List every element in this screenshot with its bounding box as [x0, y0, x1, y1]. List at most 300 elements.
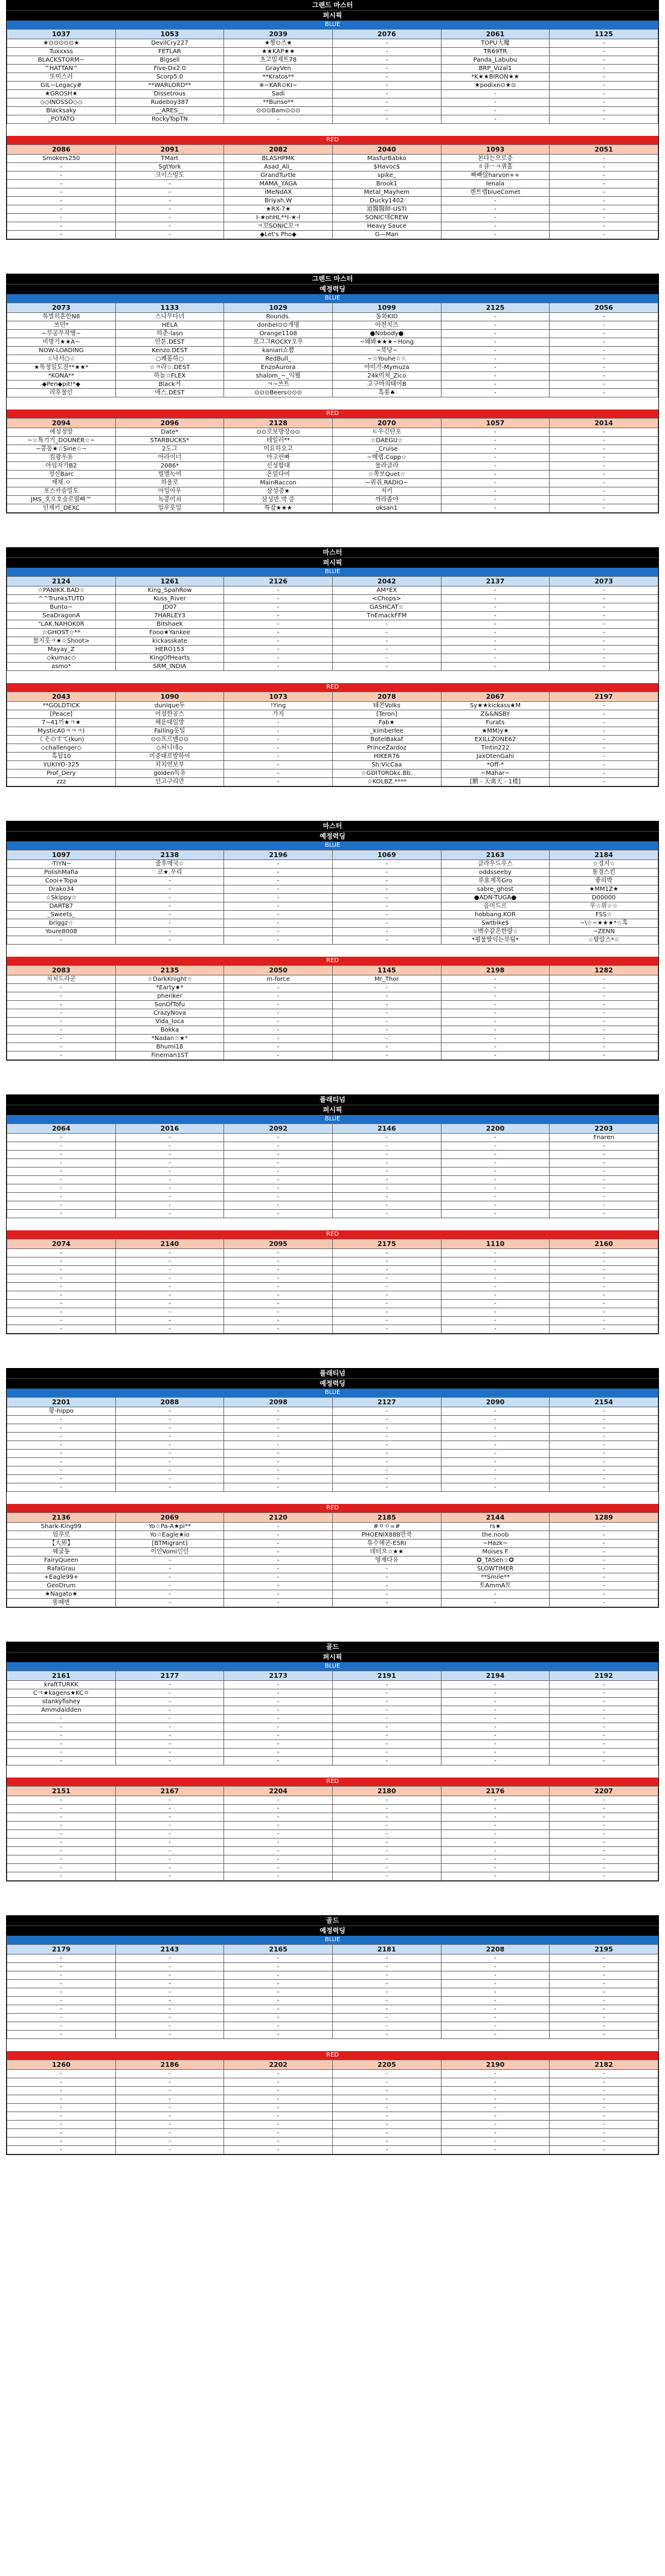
player-cell: -: [550, 98, 658, 107]
table-row: [7, 1257, 658, 1266]
player-cell: -: [332, 2129, 441, 2138]
score-row: [7, 1513, 658, 1523]
player-cell: -: [7, 1483, 116, 1492]
table-row: [7, 1317, 658, 1325]
player-cell: -: [550, 2112, 658, 2121]
player-cell: -: [550, 1249, 658, 1257]
player-cell: ★특정일도전**★★*: [7, 364, 116, 372]
player-cell: 안톤.DEST: [115, 338, 224, 347]
player-cell: -: [550, 637, 658, 646]
player-cell: -: [441, 2031, 550, 2039]
player-cell: -: [441, 1458, 550, 1466]
player-cell: ☆Skippy☆: [7, 894, 116, 902]
blue-team-header: BLUE: [7, 568, 658, 576]
player-cell: -: [7, 2104, 116, 2112]
table-row: [7, 744, 658, 753]
player-cell: ◇◇INOSSO◇◇: [7, 98, 116, 107]
player-cell: zzz: [7, 778, 116, 786]
tier-panel: [6, 0, 659, 240]
player-cell: -: [332, 1325, 441, 1334]
player-cell: ☆DAEGU☆: [332, 437, 441, 445]
player-cell: -: [224, 2129, 333, 2138]
player-cell: -: [7, 1317, 116, 1325]
player-cell: Bunto~: [7, 603, 116, 612]
player-cell: 저키: [332, 487, 441, 496]
table-row: [7, 1018, 658, 1026]
score-cell: 2086: [7, 145, 116, 155]
player-cell: 정신Barc: [7, 471, 116, 479]
player-cell: -: [224, 629, 333, 637]
player-cell: -: [332, 1599, 441, 1607]
score-cell: 2042: [332, 577, 441, 586]
table-row: [7, 1176, 658, 1184]
region-title: 예정력딩: [7, 284, 658, 294]
player-cell: -: [441, 2078, 550, 2087]
player-cell: _kimberlee: [332, 727, 441, 736]
player-cell: -: [115, 1813, 224, 1822]
player-cell: the.noob: [441, 1531, 550, 1540]
player-cell: -: [332, 1151, 441, 1159]
region-title: 퍼시픽: [7, 1652, 658, 1662]
player-cell: -: [115, 2146, 224, 2154]
player-cell: Dissetrous: [115, 90, 224, 98]
player-cell: -: [224, 1001, 333, 1009]
player-cell: Bitshaek: [115, 620, 224, 629]
player-cell: -: [7, 1009, 116, 1018]
score-cell: 2126: [224, 577, 333, 586]
table-row: [7, 1864, 658, 1872]
player-cell: -: [332, 984, 441, 992]
table-row: [7, 1732, 658, 1740]
player-cell: -: [332, 1134, 441, 1142]
player-cell: -: [224, 1847, 333, 1855]
player-cell: -: [224, 911, 333, 919]
score-cell: 2176: [441, 1787, 550, 1796]
player-cell: -: [115, 1963, 224, 1971]
player-cell: *KONA**: [7, 372, 116, 381]
player-cell: ◆Let's Pho◆: [224, 231, 333, 239]
player-cell: -: [550, 504, 658, 513]
player-cell: -: [550, 1424, 658, 1433]
player-cell: KingOfHearts: [115, 654, 224, 663]
player-cell: -: [441, 471, 550, 479]
player-cell: -: [441, 1723, 550, 1732]
player-cell: -: [224, 2014, 333, 2022]
player-cell: 영재다유: [332, 1556, 441, 1565]
player-cell: -: [7, 1450, 116, 1458]
player-cell: -: [224, 1458, 333, 1466]
player-cell: -: [550, 992, 658, 1001]
player-cell: -: [441, 1035, 550, 1043]
player-cell: -: [550, 1043, 658, 1052]
table-row: [7, 1805, 658, 1813]
score-cell: 2056: [550, 303, 658, 313]
player-cell: -: [550, 39, 658, 48]
player-cell: Tintin222: [441, 744, 550, 753]
player-cell: -: [332, 2014, 441, 2022]
player-cell: -: [441, 1466, 550, 1475]
player-cell: 로그그ROCKY오우: [224, 338, 333, 347]
tier-panel: [6, 1642, 659, 1881]
blue-team-header: BLUE: [7, 21, 658, 29]
table-row: [7, 646, 658, 654]
player-cell: PHOENIX888만쿡: [332, 1531, 441, 1540]
player-cell: -: [441, 1416, 550, 1424]
player-cell: -: [550, 1523, 658, 1531]
player-cell: -: [115, 1433, 224, 1441]
player-cell: Falling웃일: [115, 727, 224, 736]
player-cell: -: [332, 1035, 441, 1043]
player-cell: -: [550, 1151, 658, 1159]
player-cell: -: [441, 231, 550, 239]
player-cell: Rudeboy387: [115, 98, 224, 107]
player-cell: -: [332, 629, 441, 637]
player-cell: -: [550, 984, 658, 992]
player-cell: -: [224, 1531, 333, 1540]
player-cell: 코★.우리: [115, 869, 224, 877]
player-cell: -: [550, 1193, 658, 1201]
table-row: [7, 163, 658, 172]
player-cell: -: [550, 197, 658, 205]
score-cell: 2064: [7, 1124, 116, 1134]
score-cell: 2175: [332, 1239, 441, 1249]
tier-panel: [6, 1368, 659, 1608]
player-cell: -: [332, 869, 441, 877]
player-cell: -: [441, 1176, 550, 1184]
player-cell: -: [115, 1184, 224, 1193]
player-cell: rs★: [441, 1523, 550, 1531]
table-row: [7, 2095, 658, 2104]
table-row: [7, 1531, 658, 1540]
player-cell: -: [441, 975, 550, 984]
player-cell: 애스.DEST: [115, 389, 224, 397]
player-cell: -: [550, 445, 658, 454]
player-cell: -: [332, 1159, 441, 1168]
player-cell: -: [550, 2014, 658, 2022]
player-cell: -: [441, 214, 550, 222]
player-cell: -: [115, 902, 224, 911]
table-row: [7, 172, 658, 180]
player-cell: 테일러**: [224, 437, 333, 445]
player-cell: -: [224, 1168, 333, 1176]
table-row: [7, 1433, 658, 1441]
score-row: [7, 1671, 658, 1681]
player-cell: ~Hazk~: [441, 1540, 550, 1548]
score-cell: 2096: [115, 419, 224, 428]
player-cell: -: [115, 1822, 224, 1830]
player-cell: -: [550, 1548, 658, 1556]
table-row: [7, 2005, 658, 2014]
player-cell: -: [332, 1706, 441, 1715]
player-cell: -: [550, 2146, 658, 2154]
player-cell: -: [550, 2138, 658, 2146]
player-cell: -: [224, 1599, 333, 1607]
player-cell: -: [224, 2087, 333, 2095]
player-cell: -: [224, 719, 333, 727]
player-cell: -: [115, 1732, 224, 1740]
table-row: [7, 479, 658, 487]
player-cell: -: [550, 82, 658, 90]
player-cell: -: [441, 1424, 550, 1433]
player-cell: -: [224, 1325, 333, 1334]
tier-panel: [6, 821, 659, 1061]
player-cell: Metal_Mayhem: [332, 188, 441, 197]
player-cell: -: [550, 1822, 658, 1830]
score-row: [7, 1787, 658, 1796]
player-cell: -: [441, 2022, 550, 2031]
score-cell: 1282: [550, 966, 658, 975]
player-cell: -: [441, 646, 550, 654]
player-cell: *Earty★*: [115, 984, 224, 992]
table-row: [7, 347, 658, 355]
player-cell: -: [115, 1698, 224, 1706]
player-cell: -: [332, 2121, 441, 2129]
score-cell: 2201: [7, 1398, 116, 1407]
player-cell: -: [550, 381, 658, 389]
player-cell: -: [441, 2005, 550, 2014]
player-cell: **WARLORD**: [115, 82, 224, 90]
player-cell: -: [224, 1698, 333, 1706]
player-cell: -: [224, 1266, 333, 1274]
player-cell: -: [550, 1805, 658, 1813]
player-cell: Kuss_River: [115, 595, 224, 603]
player-cell: -: [224, 612, 333, 620]
player-cell: -: [550, 437, 658, 445]
player-cell: -: [7, 2014, 116, 2022]
player-cell: -: [115, 1283, 224, 1291]
player-cell: GrandTurtle: [224, 172, 333, 180]
player-cell: -: [550, 1052, 658, 1060]
player-cell: 토AmmA토: [441, 1582, 550, 1590]
player-cell: 녹콩이쇠: [115, 496, 224, 504]
player-cell: -: [550, 1847, 658, 1855]
player-cell: -: [550, 727, 658, 736]
player-cell: Mayay_Z: [7, 646, 116, 654]
player-cell: -: [550, 1257, 658, 1266]
player-cell: 인제키_DEXC: [7, 504, 116, 513]
score-cell: 2092: [224, 1124, 333, 1134]
player-cell: -: [550, 1573, 658, 1582]
player-cell: -: [441, 1980, 550, 1988]
player-cell: ※~KAR⊙KI~: [224, 82, 333, 90]
player-cell: FSS☆: [550, 911, 658, 919]
tier-title: 플래티넘: [7, 1095, 658, 1105]
player-cell: -: [332, 1732, 441, 1740]
player-cell: -: [115, 1458, 224, 1466]
player-cell: -: [550, 1466, 658, 1475]
player-cell: -: [224, 1573, 333, 1582]
player-cell: Heavy Sauce: [332, 222, 441, 231]
table-row: [7, 56, 658, 65]
player-cell: -: [550, 180, 658, 188]
player-cell: ◇challenger◇: [7, 744, 116, 753]
table-row: [7, 992, 658, 1001]
player-cell: -: [7, 992, 116, 1001]
player-cell: -: [441, 330, 550, 338]
player-cell: -: [224, 761, 333, 769]
table-row: [7, 1997, 658, 2005]
score-cell: 1260: [7, 2060, 116, 2070]
red-team-header: RED: [7, 2051, 658, 2060]
table-row: [7, 188, 658, 197]
table-row: [7, 1839, 658, 1847]
player-cell: BRP_Vizal1: [441, 65, 550, 73]
player-cell: -: [550, 1441, 658, 1450]
player-cell: FETLAR: [115, 48, 224, 56]
player-cell: -: [550, 496, 658, 504]
player-cell: -: [224, 1308, 333, 1317]
table-row: [7, 654, 658, 663]
player-cell: Asad_Ali_: [224, 163, 333, 172]
player-cell: -: [441, 1283, 550, 1291]
score-cell: 2014: [550, 419, 658, 428]
player-cell: MainRaccon: [224, 479, 333, 487]
player-cell: ~메랩.Copp☆: [332, 454, 441, 462]
player-cell: -: [7, 2087, 116, 2095]
score-cell: 2090: [441, 1398, 550, 1407]
table-row: [7, 98, 658, 107]
player-cell: -: [7, 1151, 116, 1159]
table-row: [7, 1723, 658, 1732]
player-cell: MAMA_YAGA: [224, 180, 333, 188]
player-cell: 흑됨10: [7, 753, 116, 761]
tier-title: 그랜드 마스터: [7, 1, 658, 10]
player-cell: -: [550, 1274, 658, 1283]
player-cell: 루효제목Gro: [441, 877, 550, 885]
blue-team-table: [7, 1944, 658, 2039]
player-cell: ㅎ큐ㅡㅋ퀴홀: [441, 163, 550, 172]
player-cell: ◆Pen◆pit!*◆: [7, 381, 116, 389]
player-cell: -: [7, 1052, 116, 1060]
player-cell: pheriker: [115, 992, 224, 1001]
player-cell: -: [441, 1954, 550, 1963]
table-row: [7, 1706, 658, 1715]
player-cell: Swtbike$: [441, 919, 550, 928]
player-cell: -: [7, 1458, 116, 1466]
player-cell: -: [441, 115, 550, 124]
player-cell: -: [441, 620, 550, 629]
player-cell: -: [550, 1540, 658, 1548]
player-cell: -: [332, 1565, 441, 1573]
red-team-header: RED: [7, 1778, 658, 1786]
player-cell: -: [224, 877, 333, 885]
player-cell: -: [224, 1035, 333, 1043]
player-cell: -: [332, 1317, 441, 1325]
player-cell: -: [550, 1556, 658, 1565]
player-cell: -: [332, 1257, 441, 1266]
player-cell: 물지웃ㅋ★☆Shoot>: [7, 637, 116, 646]
score-cell: 2192: [550, 1671, 658, 1681]
player-cell: -: [441, 1855, 550, 1864]
player-cell: -: [441, 1715, 550, 1723]
score-cell: 2138: [115, 850, 224, 860]
player-cell: -: [115, 1988, 224, 1997]
player-cell: -: [115, 919, 224, 928]
player-cell: -: [224, 1963, 333, 1971]
player-cell: -: [550, 1300, 658, 1308]
player-cell: -: [332, 1168, 441, 1176]
player-cell: -: [224, 1159, 333, 1168]
player-cell: DevilCry227: [115, 39, 224, 48]
player-cell: -: [115, 1681, 224, 1689]
table-row: [7, 1142, 658, 1151]
player-cell: -: [441, 1830, 550, 1839]
player-cell: -: [115, 1855, 224, 1864]
player-cell: ☆쪽보Quet☆: [332, 471, 441, 479]
player-cell: -: [224, 2078, 333, 2087]
player-cell: -: [332, 1193, 441, 1201]
player-cell: -: [115, 2104, 224, 2112]
player-cell: -: [115, 2005, 224, 2014]
table-row: [7, 487, 658, 496]
table-row: [7, 1035, 658, 1043]
score-cell: 1069: [332, 850, 441, 860]
player-cell: Yo☆Pa-A★pi**: [115, 1523, 224, 1531]
player-cell: 엄우로: [7, 1531, 116, 1540]
player-cell: -: [224, 1556, 333, 1565]
table-row: [7, 612, 658, 620]
player-cell: -: [115, 1830, 224, 1839]
player-cell: -: [332, 1971, 441, 1980]
player-cell: GeoDrum: [7, 1582, 116, 1590]
table-row: [7, 710, 658, 719]
player-cell: -: [224, 1274, 333, 1283]
table-row: [7, 205, 658, 214]
player-cell: -: [7, 1847, 116, 1855]
player-cell: -: [550, 1184, 658, 1193]
player-cell: -: [115, 1864, 224, 1872]
player-cell: -: [7, 1159, 116, 1168]
table-row: [7, 1466, 658, 1475]
player-cell: hobbang.KOR: [441, 911, 550, 919]
player-cell: -: [441, 313, 550, 321]
player-cell: -: [332, 1300, 441, 1308]
player-cell: Vida_loca: [115, 1018, 224, 1026]
player-cell: !Ying: [224, 702, 333, 710]
player-cell: -: [224, 1475, 333, 1483]
player-cell: -: [441, 90, 550, 98]
player-cell: -: [115, 180, 224, 188]
table-row: [7, 736, 658, 744]
blue-team-header: BLUE: [7, 1115, 658, 1123]
player-cell: -: [550, 744, 658, 753]
player-cell: 우☆위☆☆: [550, 902, 658, 911]
player-cell: -: [441, 479, 550, 487]
score-cell: 2177: [115, 1671, 224, 1681]
player-cell: -: [7, 205, 116, 214]
player-cell: -: [7, 1001, 116, 1009]
player-cell: -: [224, 620, 333, 629]
player-cell: -: [332, 1009, 441, 1018]
player-cell: -: [441, 1249, 550, 1257]
player-cell: -: [115, 1796, 224, 1805]
player-cell: 어정한공스: [115, 710, 224, 719]
player-cell: -: [224, 2146, 333, 2154]
player-cell: -: [224, 1813, 333, 1822]
player-cell: -: [7, 1830, 116, 1839]
player-cell: ◇kumac◇: [7, 654, 116, 663]
player-cell: JMS_호으호슬로릴빠™: [7, 496, 116, 504]
player-cell: -: [115, 1723, 224, 1732]
player-cell: -: [115, 1300, 224, 1308]
player-cell: -: [550, 719, 658, 727]
player-cell: -: [441, 1997, 550, 2005]
table-row: [7, 1308, 658, 1317]
region-title: 예정력딩: [7, 1378, 658, 1389]
player-cell: 치치연보부: [115, 761, 224, 769]
player-cell: 가지: [224, 710, 333, 719]
player-cell: 고구마의태어B: [332, 381, 441, 389]
